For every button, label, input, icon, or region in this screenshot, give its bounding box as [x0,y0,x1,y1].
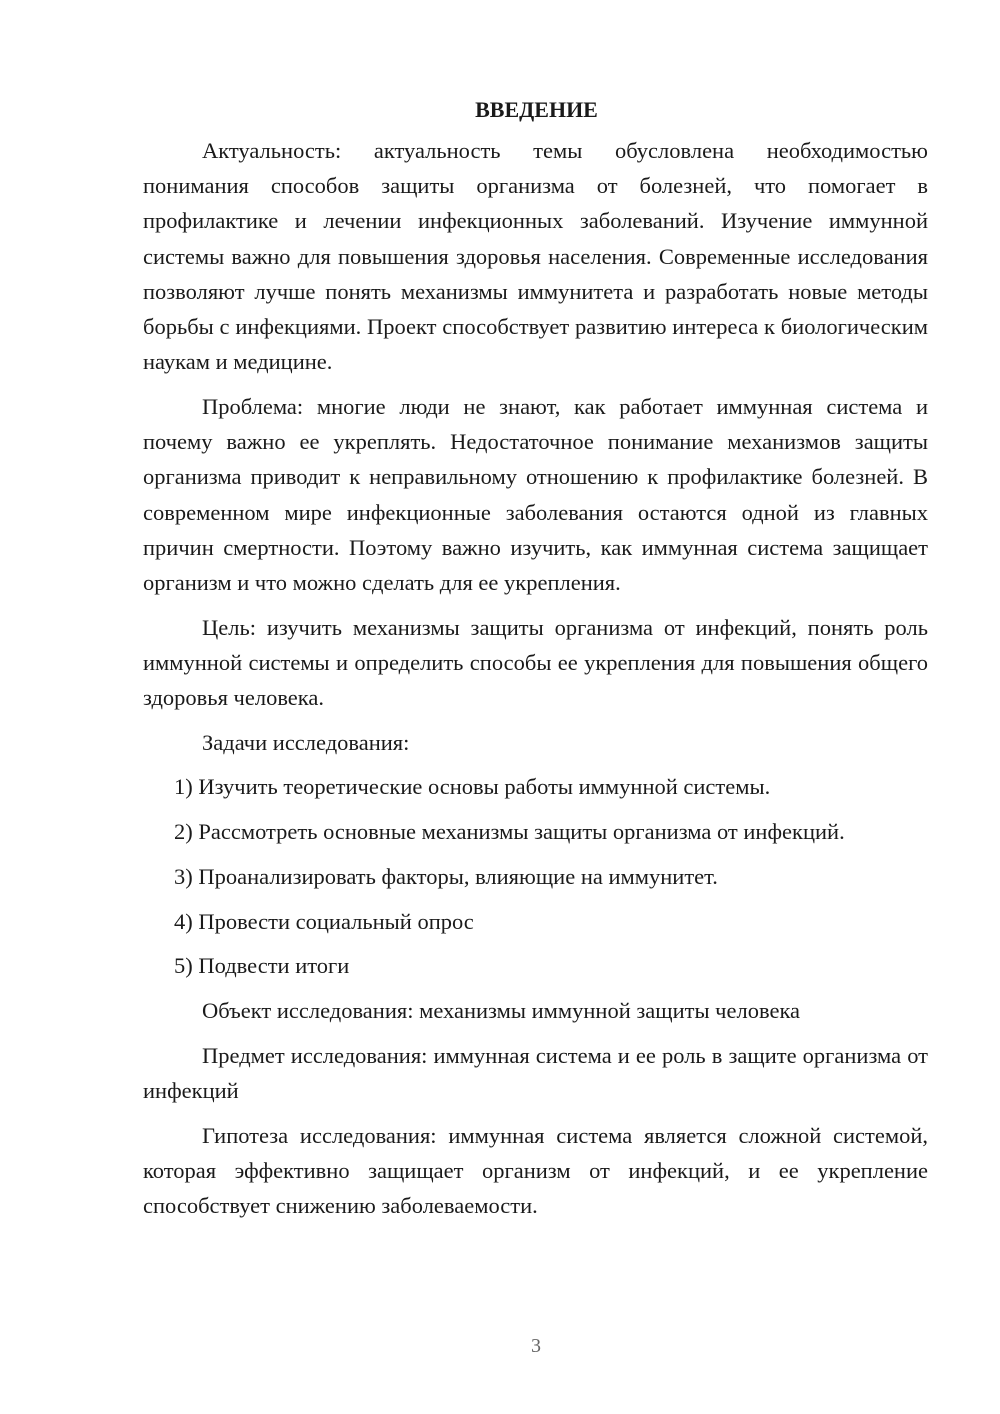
page-number: 3 [531,1335,541,1357]
tasks-heading: Задачи исследования: [202,729,410,755]
document-page [143,92,928,1233]
paragraph-problem: Проблема: многие люди не знают, как работает иммунная система и почему важно ее укреплять. Недостаточное понимание механизмов защиты организма приводит к неправильному отношению к профилактике болезней. В современном мире инфекционные заболевания остаются одной из главных причин смертности. Поэтому важно изучить, как иммунная система защищает организм и что можно сделать для ее укрепления. [143,393,928,595]
list-item: 1) Изучить теоретические основы работы иммунной системы. [174,774,771,800]
page-title: ВВЕДЕНИЕ [475,97,598,122]
research-object: Объект исследования: механизмы иммунной защиты человека [202,997,801,1023]
research-subject: Предмет исследования: иммунная система и ее роль в защите организма от инфекций [143,1042,928,1103]
list-item: 2) Рассмотреть основные механизмы защиты организма от инфекций. [174,819,845,845]
tasks-list [143,769,928,983]
list-item: 3) Проанализировать факторы, влияющие на иммунитет. [174,863,718,889]
paragraph-goal: Цель: изучить механизмы защиты организма от инфекций, понять роль иммунной системы и определить способы ее укрепления для повышения общего здоровья человека. [143,614,928,711]
list-item: 4) Провести социальный опрос [174,908,474,934]
paragraph-relevance: Актуальность: актуальность темы обусловлена необходимостью понимания способов защиты организма от болезней, что помогает в профилактике и лечении инфекционных заболеваний. Изучение иммунной системы важно для повышения здоровья населения. Современные исследования позволяют лучше понять механизмы иммунитета и разработать новые методы борьбы с инфекциями. Проект способствует развитию интереса к биологическим наукам и медицине. [143,138,928,375]
research-hypothesis: Гипотеза исследования: иммунная система является сложной системой, которая эффективно защищает организм от инфекций, и ее укрепление способствует снижению заболеваемости. [143,1122,928,1218]
list-item: 5) Подвести итоги [174,953,350,979]
